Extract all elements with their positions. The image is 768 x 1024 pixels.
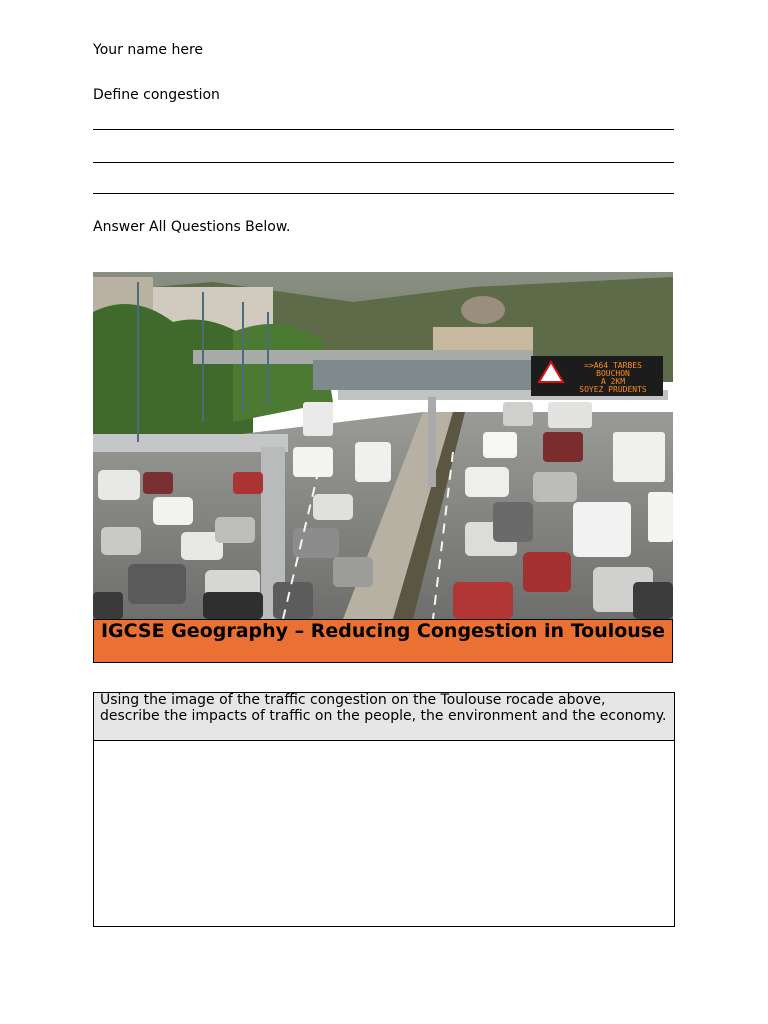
sign-line-2: BOUCHON bbox=[596, 369, 630, 378]
worksheet-title-banner: IGCSE Geography – Reducing Congestion in Toulouse bbox=[93, 619, 673, 663]
question-box bbox=[93, 692, 675, 927]
define-prompt: Define congestion bbox=[93, 87, 220, 103]
name-line[interactable]: Your name here bbox=[93, 42, 204, 58]
answer-line-2[interactable] bbox=[93, 162, 674, 163]
traffic-photo bbox=[93, 272, 673, 619]
question-prompt: Using the image of the traffic congestion on the Toulouse rocade above, describe the impacts of traffic on the people, the environment and the economy. bbox=[94, 693, 674, 741]
sign-line-1: =>A64 TARBES bbox=[584, 361, 642, 370]
answer-line-3[interactable] bbox=[93, 193, 674, 194]
answer-area[interactable] bbox=[94, 741, 674, 926]
instruction-text: Answer All Questions Below. bbox=[93, 219, 291, 235]
sign-line-4: SOYEZ PRUDENTS bbox=[579, 385, 647, 394]
sign-line-3: A 2KM bbox=[600, 377, 626, 386]
answer-line-1[interactable] bbox=[93, 129, 674, 130]
